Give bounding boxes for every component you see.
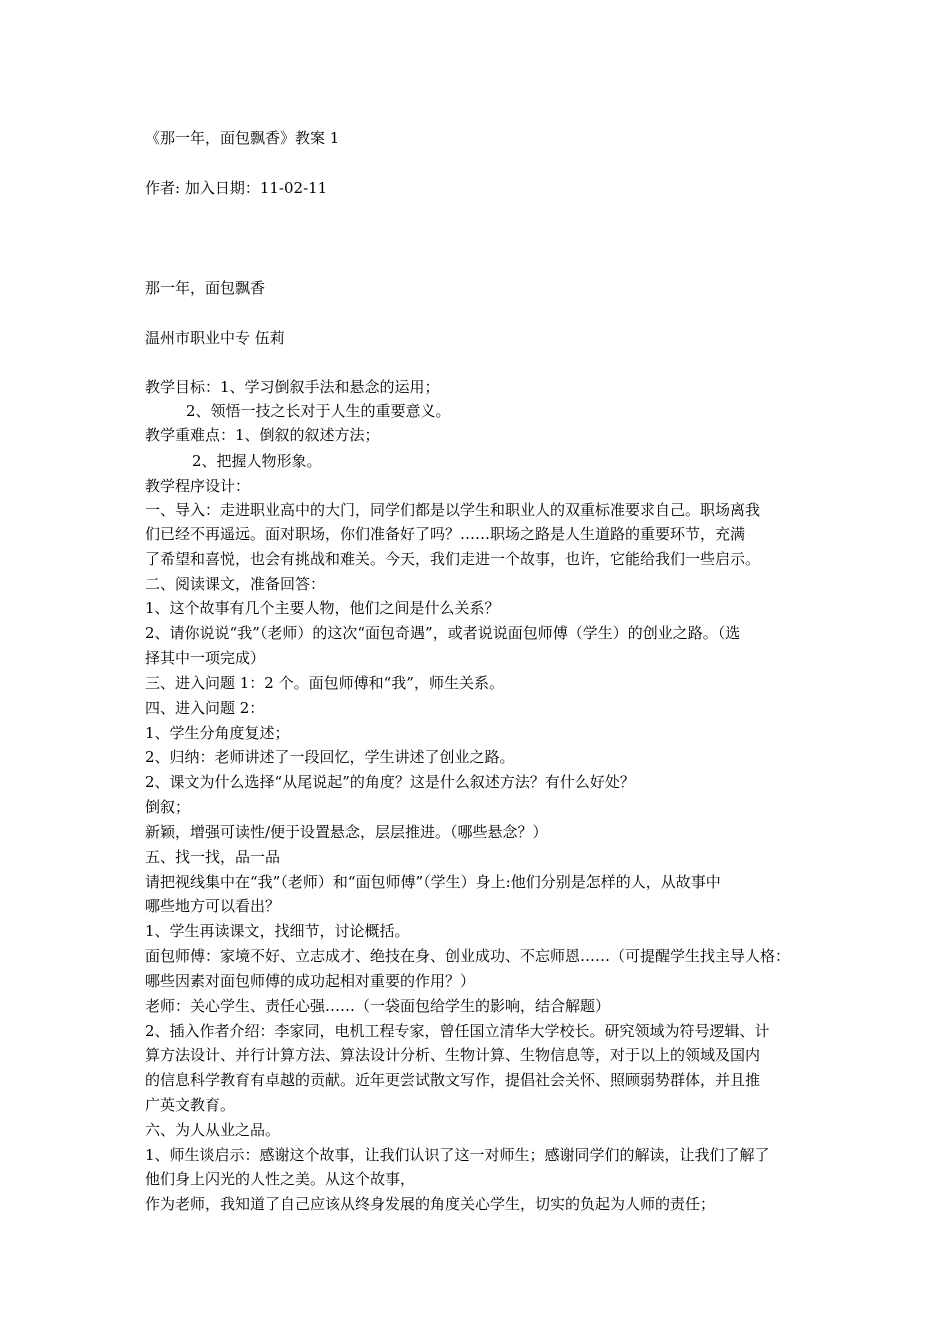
text-line: 教学程序设计： — [145, 477, 251, 495]
text-line: 择其中一项完成） — [145, 649, 266, 667]
text-line: 六、为人从业之品。 — [145, 1121, 281, 1139]
text-line: 2、领悟一技之长对于人生的重要意义。 — [186, 402, 451, 420]
text-line: 面包师傅：家境不好、立志成才、绝技在身、创业成功、不忘师恩……（可提醒学生找主导人格： — [145, 947, 791, 965]
text-line: 新颖，增强可读性/便于设置悬念，层层推进。（哪些悬念？） — [145, 823, 548, 841]
text-line: 请把视线集中在“我”（老师）和“面包师傅”（学生）身上:他们分别是怎样的人，从故事中 — [145, 873, 721, 891]
article-heading: 那一年，面包飘香 — [145, 279, 266, 297]
text-line: 老师：关心学生、责任心强……（一袋面包给学生的影响，结合解题） — [145, 997, 611, 1015]
text-line: 算方法设计、并行计算方法、算法设计分析、生物计算、生物信息等，对于以上的领域及国内 — [145, 1046, 761, 1064]
text-line: 哪些地方可以看出？ — [145, 897, 281, 915]
text-line: 教学重难点：1、倒叙的叙述方法； — [145, 426, 380, 444]
text-line: 2、把握人物形象。 — [192, 452, 322, 470]
text-line: 三、进入问题 1：2 个。面包师傅和“我”，师生关系。 — [145, 674, 504, 692]
text-line: 的信息科学教育有卓越的贡献。近年更尝试散文写作，提倡社会关怀、照顾弱势群体，并且推 — [145, 1071, 761, 1089]
text-line: 了希望和喜悦，也会有挑战和难关。今天，我们走进一个故事，也许，它能给我们一些启示。 — [145, 550, 761, 568]
text-line: 教学目标：1、学习倒叙手法和悬念的运用； — [145, 378, 440, 396]
text-line: 2、归纳：老师讲述了一段回忆，学生讲述了创业之路。 — [145, 748, 515, 766]
document-meta: 作者: 加入日期：11-02-11 — [145, 179, 328, 197]
document-title: 《那一年，面包飘香》教案 1 — [145, 129, 340, 147]
text-line: 1、这个故事有几个主要人物，他们之间是什么关系？ — [145, 599, 500, 617]
text-line: 倒叙； — [145, 798, 191, 816]
text-line: 1、师生谈启示：感谢这个故事，让我们认识了这一对师生；感谢同学们的解读，让我们了解了 — [145, 1146, 770, 1164]
text-line: 作为老师，我知道了自己应该从终身发展的角度关心学生，切实的负起为人师的责任； — [145, 1195, 716, 1213]
text-line: 们已经不再遥远。面对职场，你们准备好了吗？……职场之路是人生道路的重要环节，充满 — [145, 525, 746, 543]
article-author: 温州市职业中专 伍莉 — [145, 329, 285, 347]
text-line: 广英文教育。 — [145, 1096, 236, 1114]
text-line: 一、导入：走进职业高中的大门，同学们都是以学生和职业人的双重标准要求自己。职场离我 — [145, 501, 761, 519]
text-line: 2、课文为什么选择“从尾说起”的角度？这是什么叙述方法？有什么好处？ — [145, 773, 635, 791]
text-line: 2、插入作者介绍：李家同，电机工程专家，曾任国立清华大学校长。研究领域为符号逻辑、计 — [145, 1022, 770, 1040]
text-line: 2、请你说说“我”（老师）的这次“面包奇遇”，或者说说面包师傅（学生）的创业之路。（选 — [145, 624, 741, 642]
text-line: 1、学生分角度复述； — [145, 724, 290, 742]
text-line: 他们身上闪光的人性之美。从这个故事， — [145, 1170, 416, 1188]
text-line: 四、进入问题 2： — [145, 699, 265, 717]
text-line: 二、阅读课文，准备回答： — [145, 575, 326, 593]
text-line: 五、找一找，品一品 — [145, 848, 281, 866]
text-line: 哪些因素对面包师傅的成功起相对重要的作用？） — [145, 972, 476, 990]
text-line: 1、学生再读课文，找细节，讨论概括。 — [145, 922, 410, 940]
